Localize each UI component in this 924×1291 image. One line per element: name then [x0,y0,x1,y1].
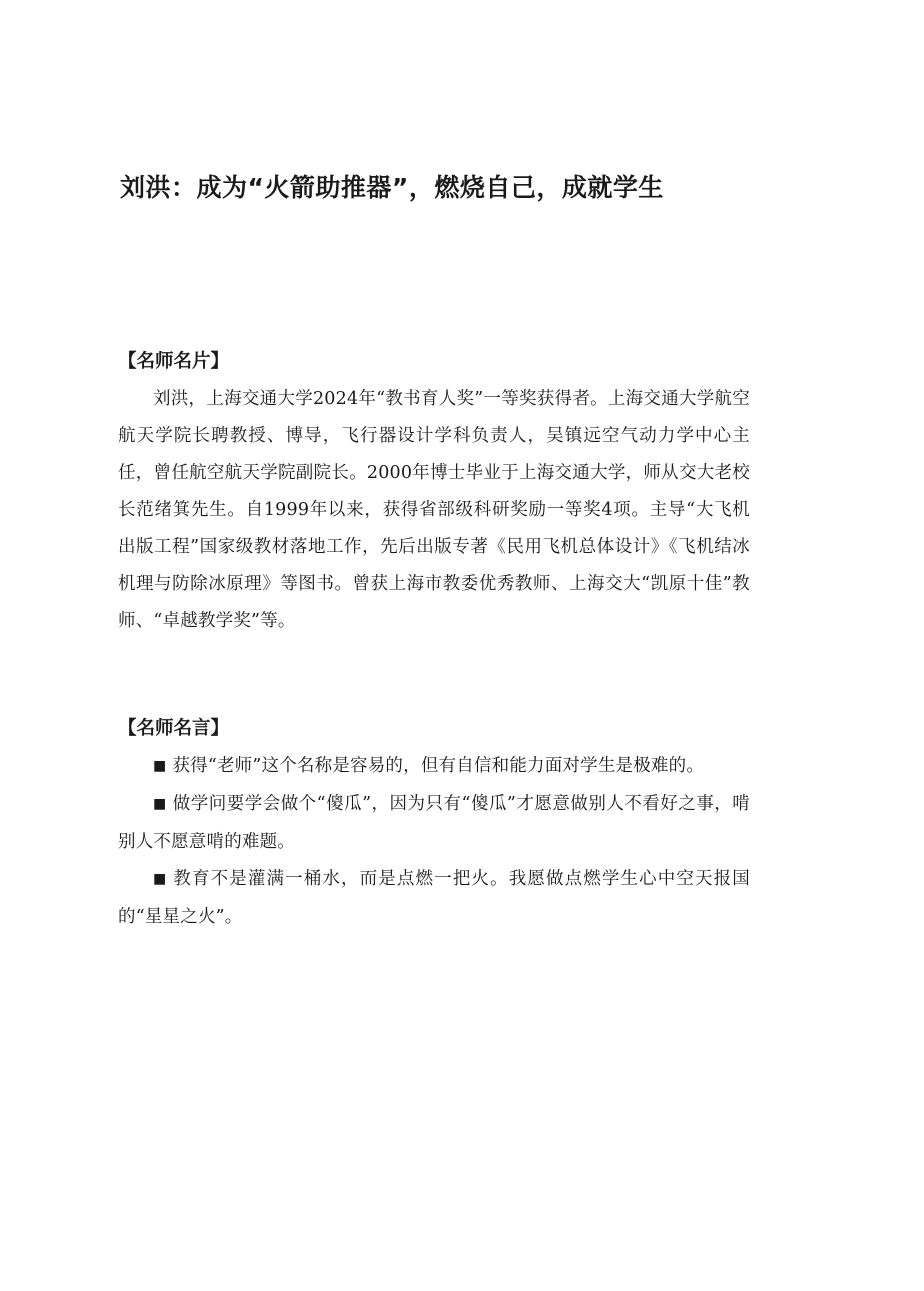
article-title: 刘洪：成为“火箭助推器”，燃烧自己，成就学生 [120,173,664,202]
quote-text: 教育不是灌满一桶水，而是点燃一把火。我愿做点燃学生心中空天报国的“星星之火”。 [118,869,750,927]
profile-text: 刘洪，上海交通大学2024年“教书育人奖”一等奖获得者。上海交通大学航空航天学院长聘教授、博导，飞行器设计学科负责人，吴镇远空气动力学中心主任，曾任航空航天学院副院长。2000年博士毕业于上海交通大学，师从交大老校长范绪箕先生。自1999年以来，获得省部级科研奖励一等奖4项。主导“大飞机出版工程”国家级教材落地工作，先后出版专著《民用飞机总体设计》《飞机结冰机理与防除冰原理》等图书。曾获上海市教委优秀教师、上海交大“凯原十佳”教师、“卓越教学奖”等。 [118,389,750,631]
quotes-section [118,712,750,936]
quote-text: 做学问要学会做个“傻瓜”，因为只有“傻瓜”才愿意做别人不看好之事，啃别人不愿意啃的难题。 [118,794,750,852]
quote-text: 获得“老师”这个名称是容易的，但有自信和能力面对学生是极难的。 [172,756,705,776]
profile-section [118,345,750,640]
quote-item [118,861,750,936]
quote-item [118,748,750,786]
quotes-heading: 【名师名言】 [118,718,230,739]
profile-heading: 【名师名片】 [118,351,230,372]
square-bullet-icon: ■ [153,758,167,774]
quote-item [118,786,750,861]
square-bullet-icon: ■ [153,871,168,887]
square-bullet-icon: ■ [153,796,167,812]
